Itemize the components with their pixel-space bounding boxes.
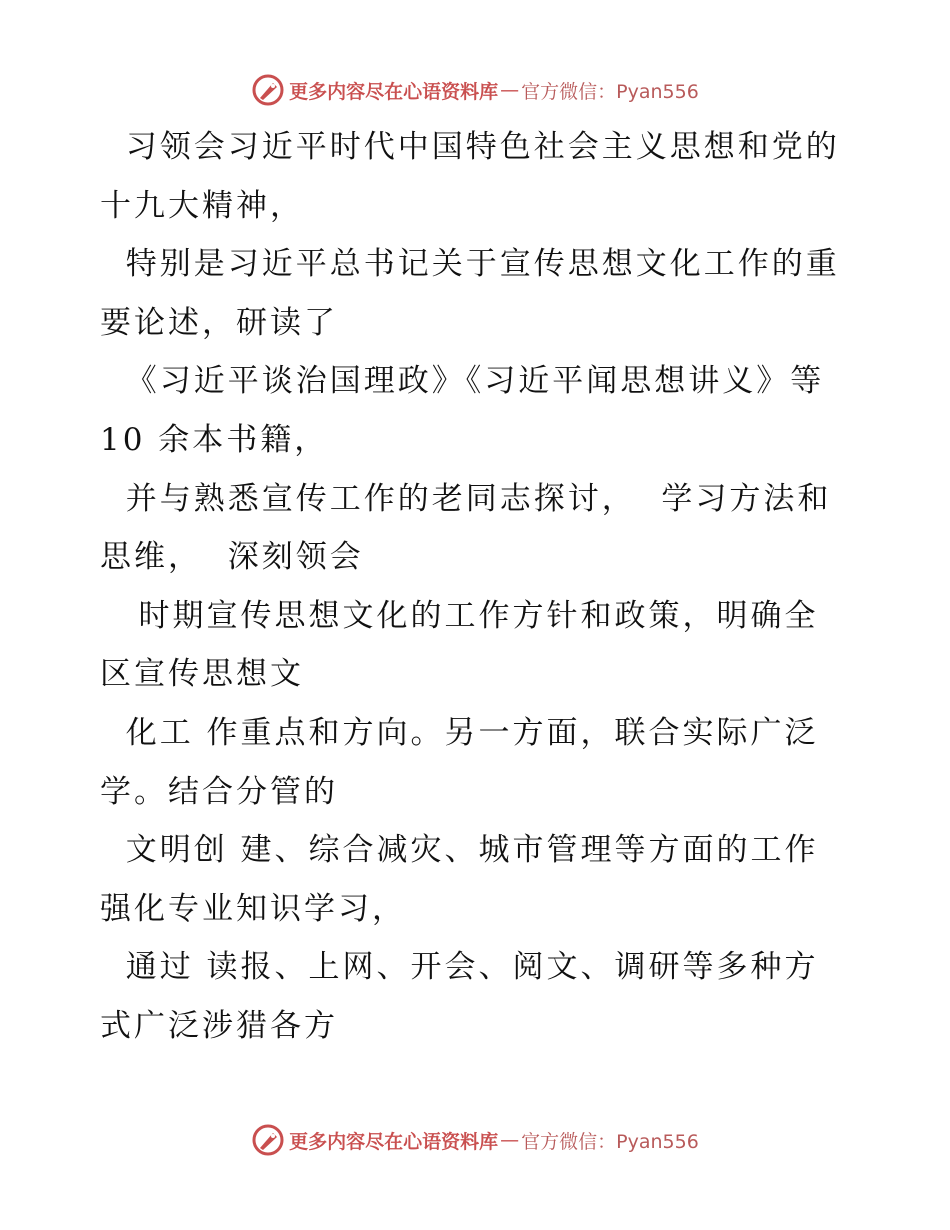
banner-wechat-text: 官方微信：Pyan556 [521, 80, 699, 103]
text-line: 要论述，研读了 [100, 304, 338, 341]
text-line: 文明创 建、综合减灾、城市管理等方面的工作 [100, 832, 819, 869]
text-line: 特别是习近平总书记关于宣传思想文化工作的重 [100, 246, 840, 283]
footer-banner [0, 1120, 950, 1160]
banner-dash: — [500, 79, 520, 101]
text-line: 并与熟悉宣传工作的老同志探讨， 学习方法和 [100, 480, 832, 517]
pen-nib-icon [251, 1123, 285, 1157]
text-line: 式广泛涉猎各方 [100, 1007, 338, 1044]
pen-nib-icon [251, 73, 285, 107]
banner-dash: — [500, 1129, 520, 1151]
text-line: 十九大精神， [100, 187, 304, 224]
document-body [100, 118, 860, 1056]
text-line: 通过 读报、上网、开会、阅文、调研等多种方 [100, 949, 819, 986]
banner-main-text: 更多内容尽在心语资料库 [289, 1130, 499, 1153]
text-line: 《习近平谈治国理政》《习近平闻思想讲义》等 [100, 363, 825, 400]
text-line: 10 余本书籍， [100, 421, 329, 458]
text-line: 区宣传思想文 [100, 656, 304, 693]
banner-main-text: 更多内容尽在心语资料库 [289, 80, 499, 103]
header-banner [0, 70, 950, 110]
text-line: 学。结合分管的 [100, 773, 338, 810]
text-line: 时期宣传思想文化的工作方针和政策，明确全 [100, 597, 819, 634]
text-line: 习领会习近平时代中国特色社会主义思想和党的 [100, 129, 840, 165]
banner-wechat-text: 官方微信：Pyan556 [521, 1130, 699, 1153]
text-line: 思维， 深刻领会 [100, 539, 364, 576]
text-line: 强化专业知识学习， [100, 890, 406, 927]
text-line: 化工 作重点和方向。另一方面，联合实际广泛 [100, 714, 819, 751]
